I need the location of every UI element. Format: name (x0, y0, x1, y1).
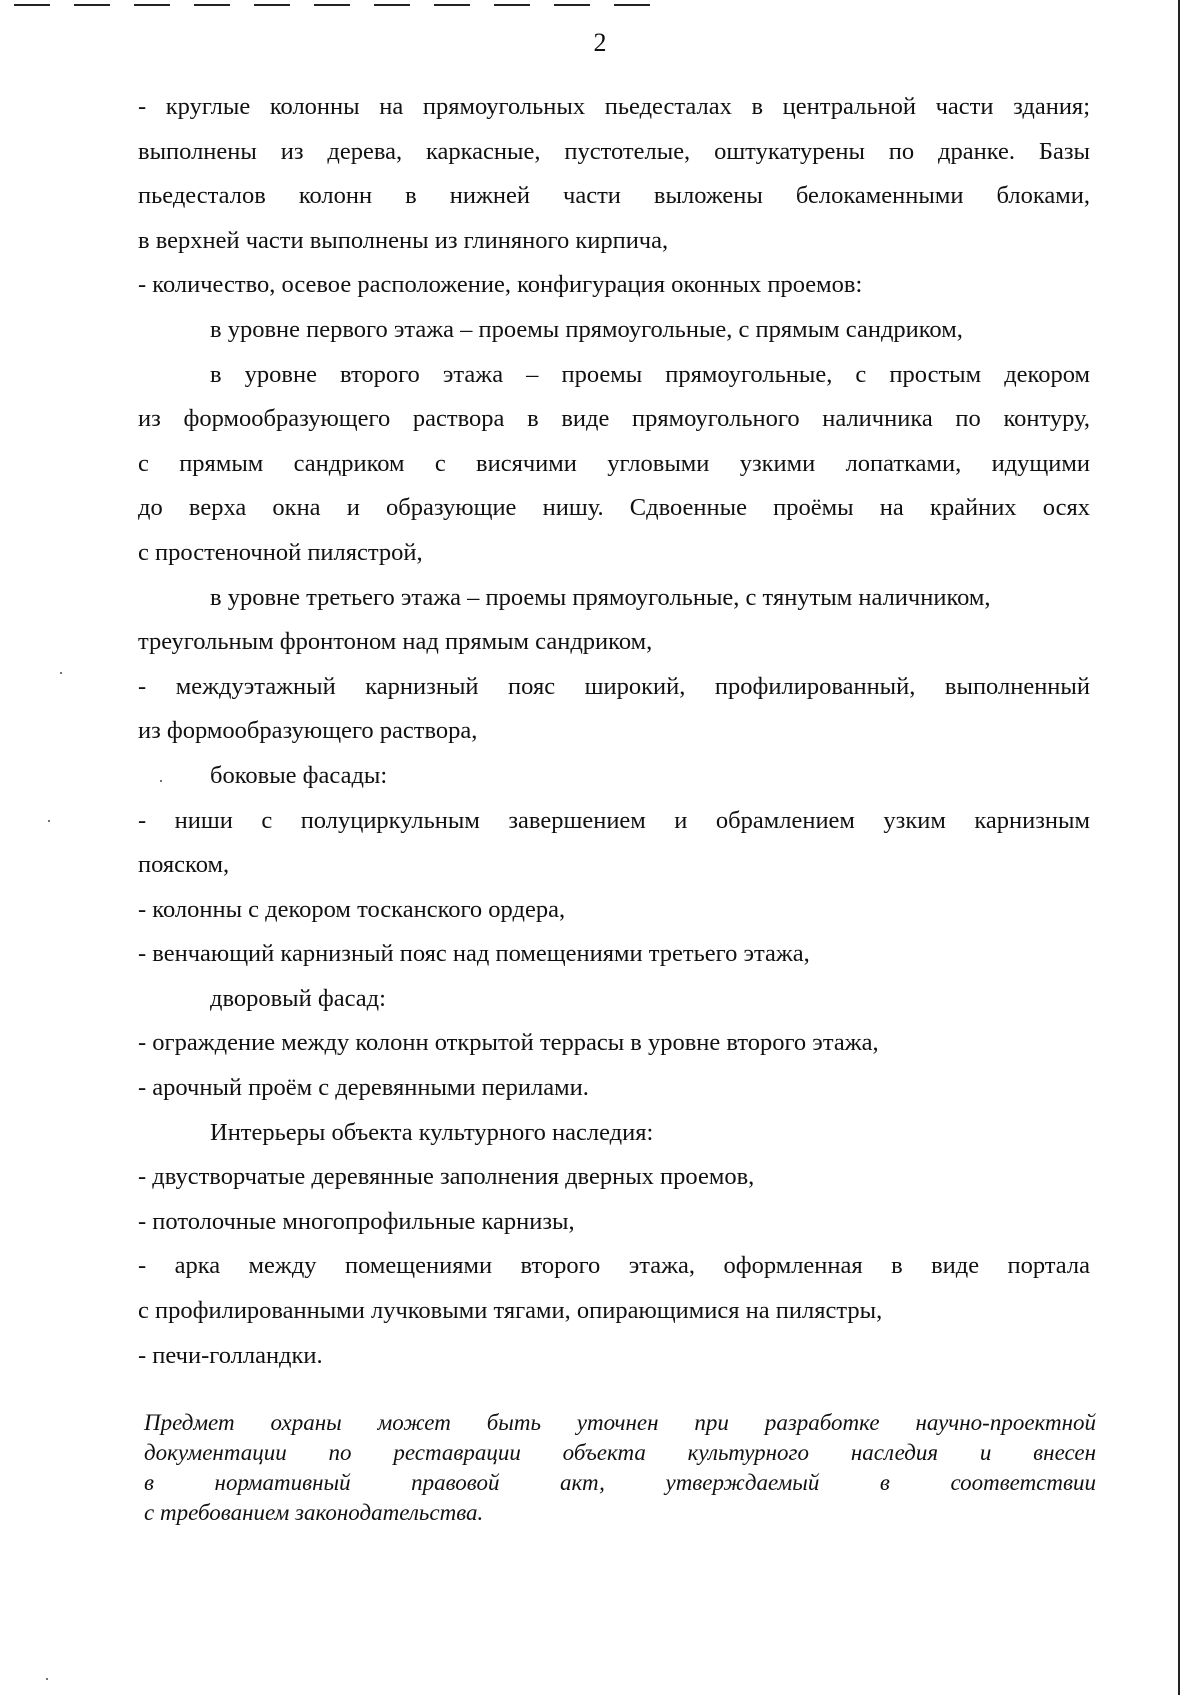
body-line: в уровне второго этажа – проемы прямоугольные, с простым декором (210, 360, 1090, 388)
body-line: с профилированными лучковыми тягами, опирающимися на пилястры, (138, 1297, 883, 1325)
body-line: с простеночной пилястрой, (138, 538, 423, 566)
body-line: пьедесталов колонн в нижней части выложены белокаменными блоками, (138, 182, 1090, 210)
body-line: - двустворчатые деревянные заполнения дверных проемов, (138, 1163, 755, 1191)
protection-note (144, 1408, 1096, 1528)
body-line: из формообразующего раствора в виде прямоугольного наличника по контуру, (138, 405, 1090, 433)
body-line: до верха окна и образующие нишу. Сдвоенные проёмы на крайних осях (138, 494, 1090, 522)
scan-speck (46, 1678, 48, 1680)
body-line: из формообразующего раствора, (138, 717, 478, 745)
body-line: - печи-голландки. (138, 1341, 323, 1369)
body-line: - колонны с декором тосканского ордера, (138, 895, 566, 923)
body-line: - венчающий карнизный пояс над помещениями третьего этажа, (138, 940, 810, 968)
body-line: - арочный проём с деревянными перилами. (138, 1074, 589, 1102)
body-line: - количество, осевое расположение, конфигурация оконных проемов: (138, 271, 863, 299)
body-line: треугольным фронтоном над прямым сандриком, (138, 628, 653, 656)
body-line: выполнены из дерева, каркасные, пустотелые, оштукатурены по дранке. Базы (138, 137, 1090, 165)
body-line: в уровне третьего этажа – проемы прямоугольные, с тянутым наличником, (210, 583, 991, 611)
scan-speck (60, 672, 62, 674)
body-line: - междуэтажный карнизный пояс широкий, профилированный, выполненный (138, 672, 1090, 700)
section-heading: дворовый фасад: (210, 984, 386, 1012)
note-line: в нормативный правовой акт, утверждаемый в соответствии (144, 1470, 1096, 1495)
note-line: документации по реставрации объекта культурного наследия и внесен (144, 1440, 1096, 1465)
body-line: пояском, (138, 851, 230, 879)
body-line: - арка между помещениями второго этажа, оформленная в виде портала (138, 1252, 1090, 1280)
scan-speck (48, 820, 50, 822)
body-line: в уровне первого этажа – проемы прямоугольные, с прямым сандриком, (210, 315, 963, 343)
body-line: - потолочные многопрофильные карнизы, (138, 1207, 575, 1235)
section-heading: Интерьеры объекта культурного наследия: (210, 1118, 654, 1146)
body-line: - ограждение между колонн открытой террасы в уровне второго этажа, (138, 1029, 879, 1057)
document-body (138, 85, 1090, 1378)
page-number: 2 (593, 28, 607, 57)
body-line: в верхней части выполнены из глиняного кирпича, (138, 226, 669, 254)
note-line: Предмет охраны может быть уточнен при разработке научно-проектной (144, 1410, 1096, 1435)
body-line: - ниши с полуциркульным завершением и обрамлением узким карнизным (138, 806, 1090, 834)
section-heading: боковые фасады: (210, 761, 388, 789)
note-line: с требованием законодательства. (144, 1500, 484, 1525)
right-margin-rule (1178, 0, 1180, 1695)
body-line: с прямым сандриком с висячими угловыми узкими лопатками, идущими (138, 449, 1090, 477)
top-dash-rule (14, 4, 674, 10)
body-line: - круглые колонны на прямоугольных пьедесталах в центральной части здания; (138, 93, 1090, 120)
